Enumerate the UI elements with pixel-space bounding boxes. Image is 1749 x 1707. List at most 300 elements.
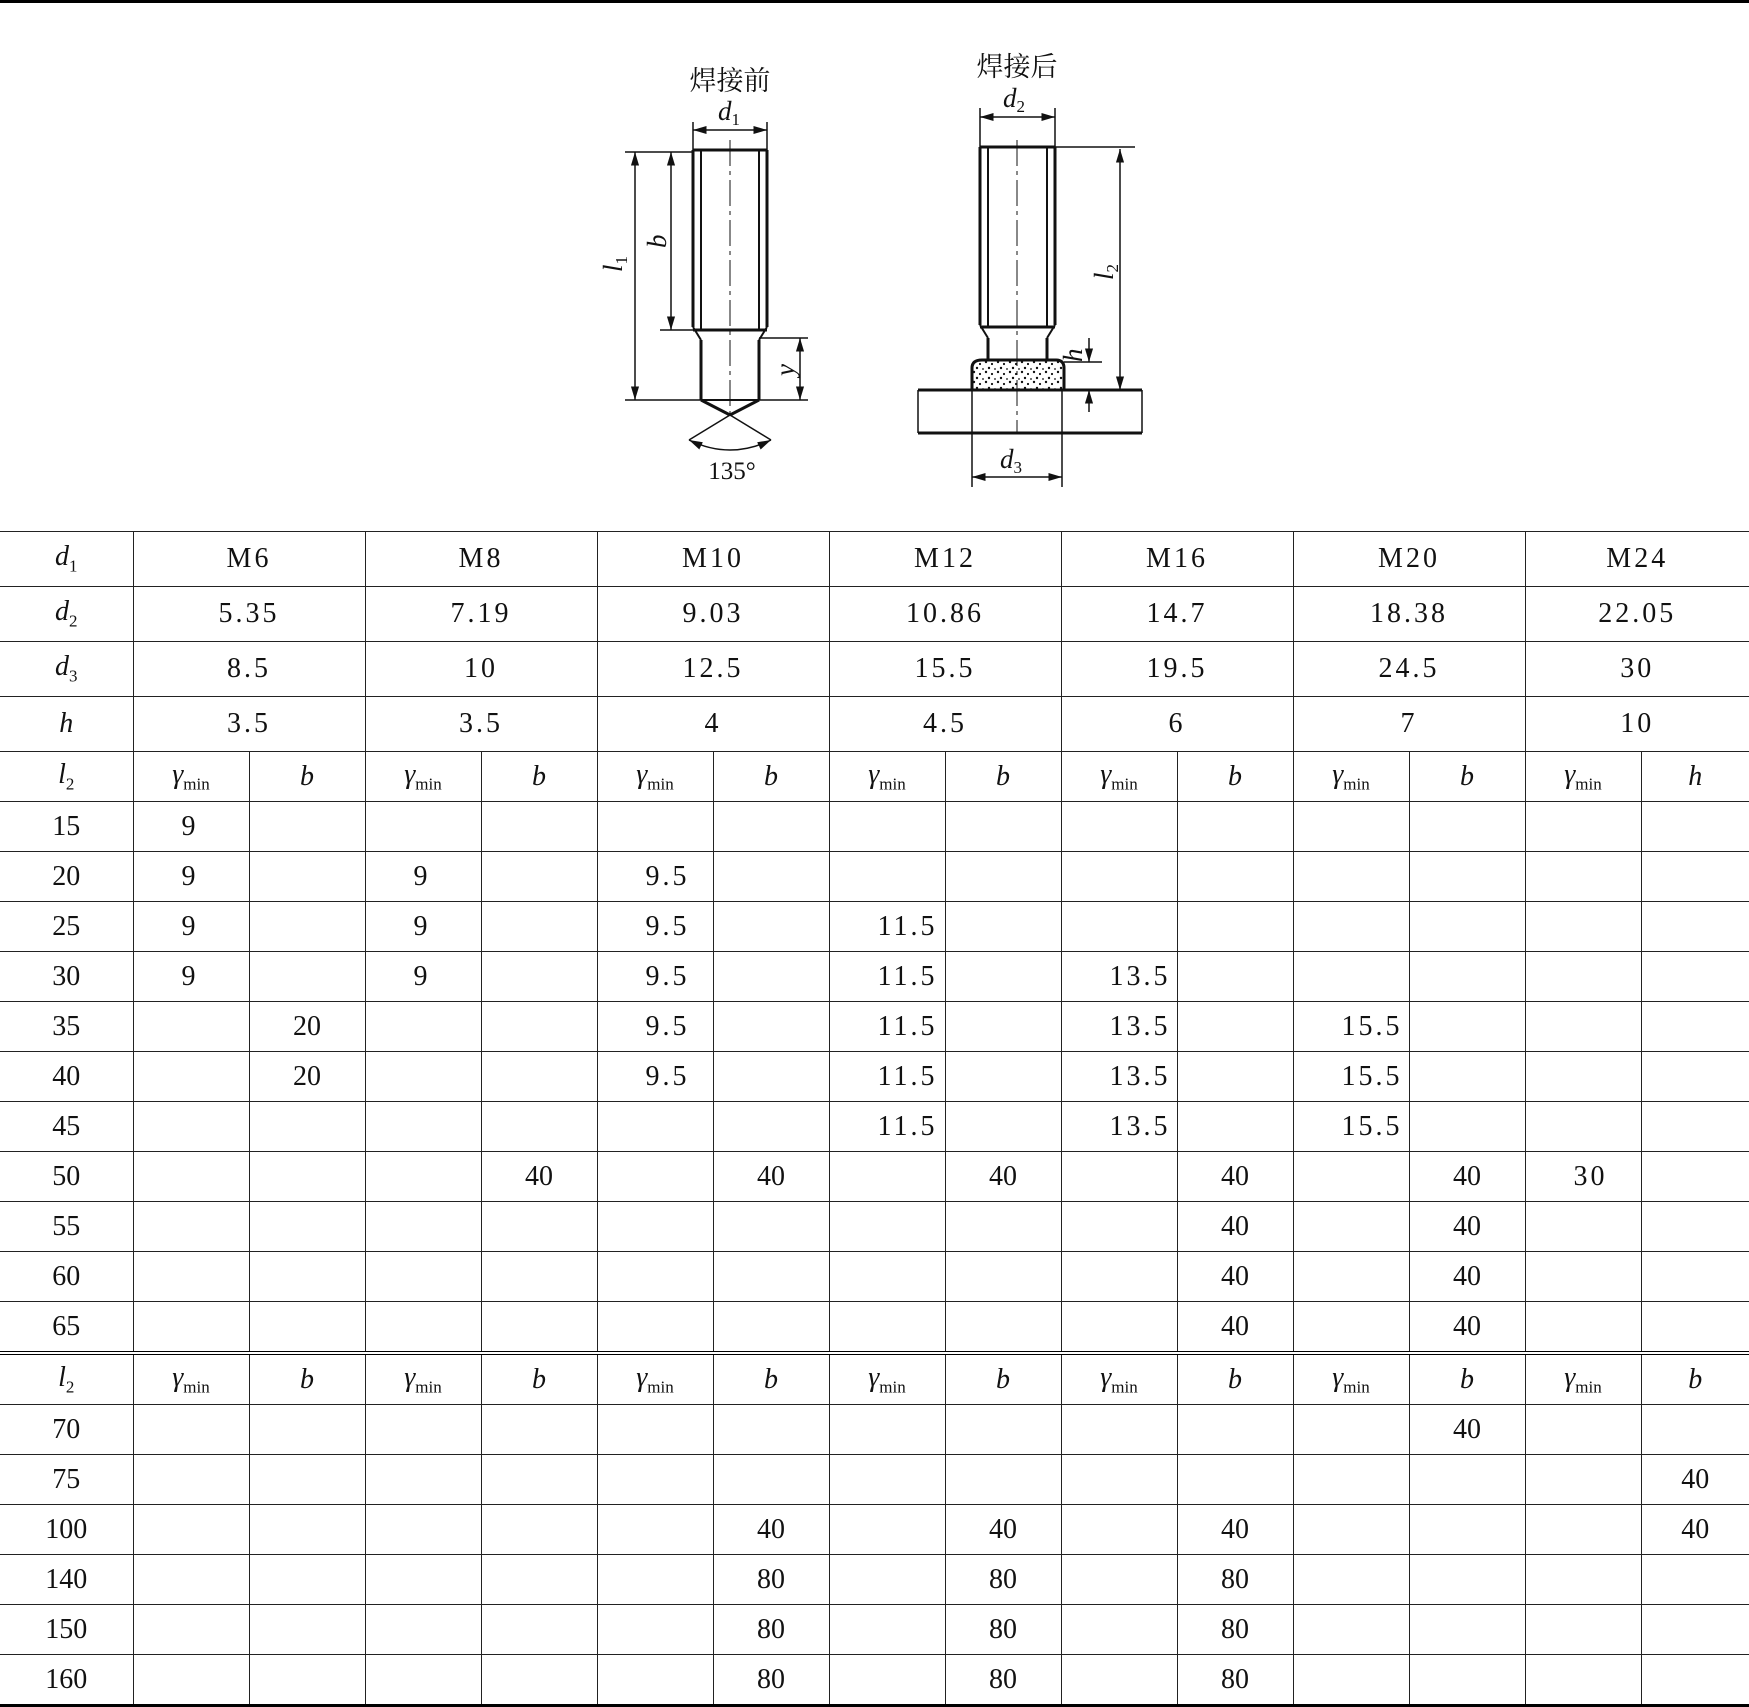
b-header: b	[945, 1353, 1061, 1405]
b-value	[945, 1002, 1061, 1052]
b-value	[1641, 1202, 1749, 1252]
gamma-min-header: $\gamma_{min}$	[597, 1353, 713, 1405]
gamma-min-value	[1293, 1555, 1409, 1605]
b-value	[1641, 802, 1749, 852]
before-welding-title: 焊接前	[689, 66, 771, 97]
b-value: 80	[945, 1605, 1061, 1655]
gamma-min-value: 11.5	[829, 1002, 945, 1052]
gamma-min-value	[1525, 1052, 1641, 1102]
gamma-min-value	[133, 1555, 249, 1605]
b-value: 80	[713, 1555, 829, 1605]
b-value	[1409, 902, 1525, 952]
label-l2: l2	[1089, 263, 1122, 280]
b-header: b	[249, 752, 365, 802]
gamma-min-value	[829, 1655, 945, 1706]
gamma-min-header: $\gamma_{min}$	[829, 752, 945, 802]
h-cell: 3.5	[133, 697, 365, 752]
gamma-min-value: 11.5	[829, 952, 945, 1002]
gamma-min-value	[829, 1605, 945, 1655]
gamma-min-value: 9.5	[597, 1002, 713, 1052]
gamma-min-value	[365, 1555, 481, 1605]
b-value	[1177, 1405, 1293, 1455]
b-value	[249, 1405, 365, 1455]
gamma-min-value	[133, 1505, 249, 1555]
b-value	[481, 1302, 597, 1354]
b-header: b	[481, 752, 597, 802]
b-value	[945, 952, 1061, 1002]
b-header: b	[1409, 1353, 1525, 1405]
b-value	[249, 1102, 365, 1152]
h-cell: 7	[1293, 697, 1525, 752]
size-cell: M20	[1293, 532, 1525, 587]
b-header: b	[1177, 752, 1293, 802]
gamma-min-value: 9	[133, 852, 249, 902]
gamma-min-value	[133, 1202, 249, 1252]
b-header: b	[481, 1353, 597, 1405]
after-welding-title: 焊接后	[976, 52, 1058, 83]
h-cell: 4	[597, 697, 829, 752]
b-value: 40	[1177, 1252, 1293, 1302]
b-value: 80	[1177, 1655, 1293, 1706]
l2-value: 160	[0, 1655, 133, 1706]
d2-cell: 14.7	[1061, 587, 1293, 642]
table-row	[0, 1302, 1749, 1354]
row-d3	[0, 642, 1749, 697]
l2-value: 140	[0, 1555, 133, 1605]
l2-value: 25	[0, 902, 133, 952]
row-label-d2: $d_2$	[0, 587, 133, 642]
gamma-min-value	[597, 802, 713, 852]
b-value	[1641, 1405, 1749, 1455]
gamma-min-value: 9	[365, 952, 481, 1002]
b-value	[249, 1655, 365, 1706]
d3-cell: 24.5	[1293, 642, 1525, 697]
gamma-min-value	[365, 802, 481, 852]
row-label-d1: $d_1$	[0, 532, 133, 587]
gamma-min-header: $\gamma_{min}$	[1293, 1353, 1409, 1405]
b-value	[945, 802, 1061, 852]
gamma-min-value: 9.5	[597, 952, 713, 1002]
gamma-min-header: $\gamma_{min}$	[1061, 1353, 1177, 1405]
gamma-min-value	[1293, 1152, 1409, 1202]
gamma-min-value	[1293, 852, 1409, 902]
gamma-min-value	[365, 1052, 481, 1102]
b-value	[1177, 1455, 1293, 1505]
b-value	[249, 1252, 365, 1302]
b-value: 40	[1409, 1152, 1525, 1202]
b-value	[1409, 1655, 1525, 1706]
gamma-min-value	[597, 1302, 713, 1354]
b-value: 40	[1177, 1302, 1293, 1354]
size-cell: M10	[597, 532, 829, 587]
b-value: 40	[1409, 1202, 1525, 1252]
table-row	[0, 1555, 1749, 1605]
gamma-min-value: 15.5	[1293, 1002, 1409, 1052]
gamma-min-value: 13.5	[1061, 1052, 1177, 1102]
b-header: b	[249, 1353, 365, 1405]
b-value	[249, 952, 365, 1002]
gamma-min-value	[1061, 1605, 1177, 1655]
gamma-min-value	[1293, 802, 1409, 852]
b-value	[1641, 1302, 1749, 1354]
d2-cell: 18.38	[1293, 587, 1525, 642]
gamma-min-value: 9	[133, 802, 249, 852]
b-value	[249, 1505, 365, 1555]
b-value	[1641, 1102, 1749, 1152]
gamma-min-value	[1525, 1102, 1641, 1152]
b-value	[1641, 1555, 1749, 1605]
b-value: 40	[1177, 1505, 1293, 1555]
b-value: 20	[249, 1052, 365, 1102]
gamma-min-value: 11.5	[829, 902, 945, 952]
gamma-min-value	[1061, 852, 1177, 902]
b-value	[945, 1252, 1061, 1302]
gamma-min-value	[365, 1455, 481, 1505]
label-d3: d3	[1000, 444, 1022, 477]
b-value	[481, 1202, 597, 1252]
b-value	[1409, 1605, 1525, 1655]
gamma-min-value	[1525, 852, 1641, 902]
b-value	[945, 1052, 1061, 1102]
gamma-min-value	[365, 1102, 481, 1152]
b-value	[1409, 1505, 1525, 1555]
gamma-min-value	[829, 1152, 945, 1202]
row-h	[0, 697, 1749, 752]
gamma-min-value: 11.5	[829, 1102, 945, 1152]
d3-cell: 8.5	[133, 642, 365, 697]
gamma-min-header: $\gamma_{min}$	[1525, 752, 1641, 802]
d2-cell: 9.03	[597, 587, 829, 642]
gamma-min-value	[829, 1202, 945, 1252]
gamma-min-value	[829, 1302, 945, 1354]
gamma-min-value: 15.5	[1293, 1052, 1409, 1102]
b-value	[481, 1605, 597, 1655]
b-value: 40	[1409, 1405, 1525, 1455]
gamma-min-header: $\gamma_{min}$	[1061, 752, 1177, 802]
size-cell: M6	[133, 532, 365, 587]
table-row	[0, 852, 1749, 902]
b-value: 40	[1409, 1252, 1525, 1302]
gamma-min-value: 13.5	[1061, 952, 1177, 1002]
b-value	[1409, 1102, 1525, 1152]
size-cell: M12	[829, 532, 1061, 587]
table-row	[0, 1202, 1749, 1252]
b-value	[945, 1405, 1061, 1455]
b-value	[1409, 952, 1525, 1002]
b-value	[249, 902, 365, 952]
b-value: 80	[1177, 1555, 1293, 1605]
row-d2	[0, 587, 1749, 642]
b-value	[1177, 1052, 1293, 1102]
gamma-min-value	[597, 1505, 713, 1555]
b-value	[945, 852, 1061, 902]
b-value	[249, 802, 365, 852]
b-value	[945, 1302, 1061, 1354]
d3-cell: 19.5	[1061, 642, 1293, 697]
gamma-min-header: $\gamma_{min}$	[365, 752, 481, 802]
b-value	[1409, 1455, 1525, 1505]
b-header: b	[945, 752, 1061, 802]
table-row	[0, 1152, 1749, 1202]
b-value	[713, 1202, 829, 1252]
b-value	[481, 1002, 597, 1052]
l2-value: 100	[0, 1505, 133, 1555]
table-row	[0, 1252, 1749, 1302]
gamma-min-value	[1293, 1302, 1409, 1354]
gamma-min-value	[829, 1555, 945, 1605]
gamma-min-header: $\gamma_{min}$	[1293, 752, 1409, 802]
b-value	[481, 1405, 597, 1455]
d2-cell: 7.19	[365, 587, 597, 642]
l2-value: 150	[0, 1605, 133, 1655]
label-b: b	[642, 234, 672, 248]
b-header: h	[1641, 752, 1749, 802]
stud-dimensions-table	[0, 531, 1749, 1707]
b-value	[1177, 1002, 1293, 1052]
table-row	[0, 802, 1749, 852]
b-value: 40	[713, 1505, 829, 1555]
label-d2: d2	[1003, 83, 1025, 116]
table-row	[0, 1505, 1749, 1555]
b-value	[481, 1252, 597, 1302]
b-value	[1641, 1252, 1749, 1302]
row-label-l2: $l_2$	[0, 752, 133, 802]
b-value	[249, 1202, 365, 1252]
gamma-min-value	[597, 1605, 713, 1655]
gamma-min-value: 9	[133, 902, 249, 952]
gamma-min-value	[1293, 1252, 1409, 1302]
gamma-min-value	[365, 1605, 481, 1655]
gamma-min-value: 13.5	[1061, 1002, 1177, 1052]
gamma-min-value	[829, 1252, 945, 1302]
gamma-min-value	[1061, 1302, 1177, 1354]
label-l1: l1	[598, 255, 631, 272]
gamma-min-value: 15.5	[1293, 1102, 1409, 1152]
gamma-min-value: 9.5	[597, 1052, 713, 1102]
gamma-min-header: $\gamma_{min}$	[133, 1353, 249, 1405]
row-label-h: h	[0, 697, 133, 752]
table-row	[0, 1605, 1749, 1655]
size-cell: M8	[365, 532, 597, 587]
d2-cell: 5.35	[133, 587, 365, 642]
b-value	[945, 1202, 1061, 1252]
gamma-min-value: 9.5	[597, 852, 713, 902]
gamma-min-value	[1061, 1505, 1177, 1555]
gamma-min-value	[133, 1455, 249, 1505]
l2-value: 40	[0, 1052, 133, 1102]
gamma-min-header: $\gamma_{min}$	[133, 752, 249, 802]
b-value	[481, 852, 597, 902]
gamma-min-value	[1293, 902, 1409, 952]
gamma-min-value	[133, 1102, 249, 1152]
subheader-row	[0, 752, 1749, 802]
b-value	[1641, 852, 1749, 902]
b-value	[1177, 902, 1293, 952]
table-row	[0, 1002, 1749, 1052]
gamma-min-value	[1061, 1655, 1177, 1706]
gamma-min-value: 13.5	[1061, 1102, 1177, 1152]
b-value	[713, 902, 829, 952]
gamma-min-value	[1061, 1555, 1177, 1605]
after-welding-drawing	[918, 108, 1142, 487]
gamma-min-value	[365, 1002, 481, 1052]
h-cell: 4.5	[829, 697, 1061, 752]
gamma-min-value	[1061, 1202, 1177, 1252]
b-value: 40	[1641, 1455, 1749, 1505]
b-header: b	[1641, 1353, 1749, 1405]
b-value	[249, 852, 365, 902]
gamma-min-value	[1061, 1405, 1177, 1455]
subheader-row	[0, 1353, 1749, 1405]
gamma-min-value	[1061, 1152, 1177, 1202]
b-value: 40	[1641, 1505, 1749, 1555]
b-header: b	[1177, 1353, 1293, 1405]
b-header: b	[1409, 752, 1525, 802]
b-value: 40	[481, 1152, 597, 1202]
gamma-min-value	[365, 1302, 481, 1354]
b-value: 40	[1177, 1152, 1293, 1202]
b-value: 80	[1177, 1605, 1293, 1655]
b-value	[713, 1052, 829, 1102]
gamma-min-value	[597, 1455, 713, 1505]
gamma-min-value	[365, 1152, 481, 1202]
b-value	[249, 1455, 365, 1505]
b-value: 40	[713, 1152, 829, 1202]
gamma-min-value: 30	[1525, 1152, 1641, 1202]
d3-cell: 15.5	[829, 642, 1061, 697]
gamma-min-value	[1061, 902, 1177, 952]
b-value	[481, 902, 597, 952]
gamma-min-value	[133, 1002, 249, 1052]
gamma-min-value	[133, 1152, 249, 1202]
b-value	[481, 1102, 597, 1152]
b-value	[481, 802, 597, 852]
b-value	[249, 1605, 365, 1655]
gamma-min-value	[829, 1455, 945, 1505]
before-welding-drawing	[625, 122, 808, 450]
gamma-min-value	[597, 1202, 713, 1252]
b-value	[713, 852, 829, 902]
b-value: 80	[945, 1655, 1061, 1706]
b-header: b	[713, 752, 829, 802]
b-value: 80	[713, 1605, 829, 1655]
b-value: 40	[1177, 1202, 1293, 1252]
b-value	[1641, 952, 1749, 1002]
gamma-min-value	[133, 1655, 249, 1706]
b-value	[481, 1505, 597, 1555]
d3-cell: 12.5	[597, 642, 829, 697]
d2-cell: 22.05	[1525, 587, 1749, 642]
gamma-min-value	[1293, 1605, 1409, 1655]
row-label-l2: $l_2$	[0, 1353, 133, 1405]
b-value	[713, 802, 829, 852]
gamma-min-value	[597, 1152, 713, 1202]
l2-value: 15	[0, 802, 133, 852]
gamma-min-value	[1525, 1302, 1641, 1354]
l2-value: 55	[0, 1202, 133, 1252]
d3-cell: 10	[365, 642, 597, 697]
gamma-min-value	[365, 1405, 481, 1455]
l2-value: 50	[0, 1152, 133, 1202]
b-value	[1409, 802, 1525, 852]
gamma-min-value	[829, 1405, 945, 1455]
b-value: 40	[945, 1505, 1061, 1555]
b-value	[1409, 1052, 1525, 1102]
b-value: 80	[945, 1555, 1061, 1605]
gamma-min-value	[365, 1202, 481, 1252]
l2-value: 70	[0, 1405, 133, 1455]
stud-diagram	[0, 0, 1749, 500]
b-value	[713, 1405, 829, 1455]
gamma-min-value	[829, 852, 945, 902]
b-value	[713, 1102, 829, 1152]
gamma-min-header: $\gamma_{min}$	[1525, 1353, 1641, 1405]
label-angle: 135°	[708, 458, 756, 485]
gamma-min-value	[1525, 952, 1641, 1002]
gamma-min-value	[1525, 1252, 1641, 1302]
b-value	[1177, 1102, 1293, 1152]
gamma-min-value	[829, 802, 945, 852]
gamma-min-header: $\gamma_{min}$	[597, 752, 713, 802]
h-cell: 3.5	[365, 697, 597, 752]
b-value	[1409, 1555, 1525, 1605]
b-value: 20	[249, 1002, 365, 1052]
gamma-min-value	[1293, 1405, 1409, 1455]
gamma-min-header: $\gamma_{min}$	[365, 1353, 481, 1405]
gamma-min-value	[1525, 1202, 1641, 1252]
l2-value: 75	[0, 1455, 133, 1505]
gamma-min-value	[133, 1302, 249, 1354]
gamma-min-value	[1525, 1002, 1641, 1052]
d2-cell: 10.86	[829, 587, 1061, 642]
gamma-min-value	[1061, 1252, 1177, 1302]
b-value	[481, 1655, 597, 1706]
gamma-min-value: 9	[365, 852, 481, 902]
gamma-min-value	[829, 1505, 945, 1555]
row-label-d3: $d_3$	[0, 642, 133, 697]
size-cell: M16	[1061, 532, 1293, 587]
b-value	[1641, 902, 1749, 952]
b-value	[481, 952, 597, 1002]
b-value	[481, 1555, 597, 1605]
b-value	[1177, 802, 1293, 852]
label-y: y	[770, 364, 800, 376]
b-value	[1409, 852, 1525, 902]
gamma-min-value	[1061, 1455, 1177, 1505]
b-value: 40	[1409, 1302, 1525, 1354]
b-value	[945, 1102, 1061, 1152]
gamma-min-value	[597, 1555, 713, 1605]
gamma-min-value	[133, 1252, 249, 1302]
label-d1: d1	[718, 96, 740, 129]
b-value	[1641, 1152, 1749, 1202]
gamma-min-value	[365, 1655, 481, 1706]
gamma-min-value	[597, 1102, 713, 1152]
h-cell: 6	[1061, 697, 1293, 752]
l2-value: 30	[0, 952, 133, 1002]
gamma-min-value	[133, 1605, 249, 1655]
b-value	[249, 1555, 365, 1605]
gamma-min-value	[1293, 1455, 1409, 1505]
b-value	[713, 1252, 829, 1302]
row-d1	[0, 532, 1749, 587]
table-row	[0, 1405, 1749, 1455]
gamma-min-value	[1525, 802, 1641, 852]
l2-value: 35	[0, 1002, 133, 1052]
l2-value: 45	[0, 1102, 133, 1152]
b-value	[1177, 852, 1293, 902]
table-row	[0, 902, 1749, 952]
